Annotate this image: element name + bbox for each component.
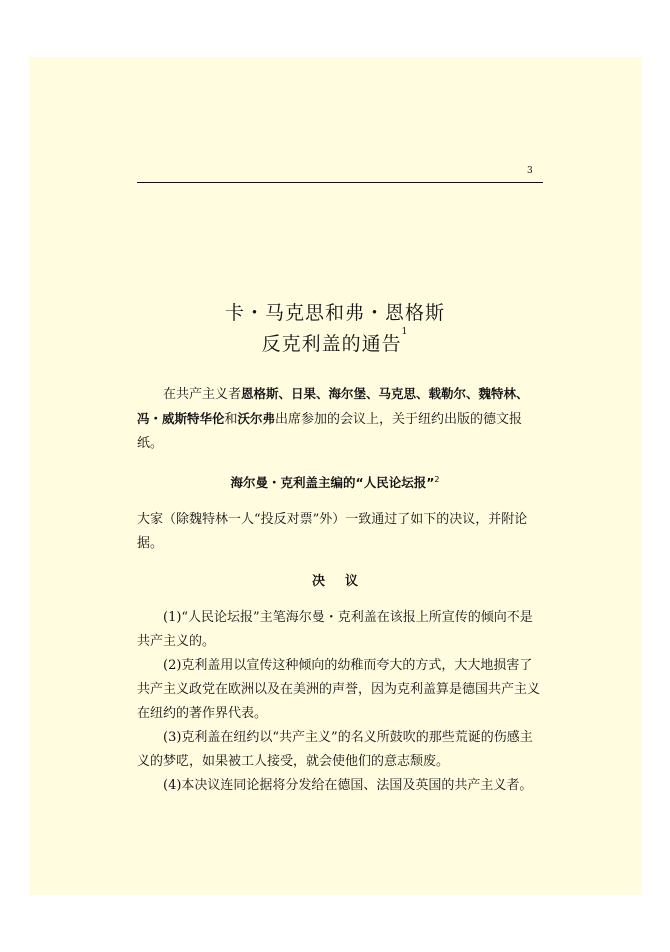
resolution-heading: 决议 (311, 574, 378, 589)
subtitle-text: 海尔曼・克利盖主编的“人民论坛报” (230, 475, 435, 490)
subtitle-footnote-marker: 2 (434, 474, 440, 484)
resolution-item-2: (2)克利盖用以宣传这种倾向的幼稚而夸大的方式，大大地损害了共产主义政党在欧洲以及在美洲的声誉，因为克利盖算是德国共产主义在纽约的著作界代表。 (137, 658, 541, 721)
intro-and: 和 (224, 412, 238, 427)
header-rule (137, 182, 543, 183)
subtitle (0, 473, 670, 491)
title-footnote-marker: 1 (401, 327, 409, 337)
vote-paragraph: 大家（除魏特林一人“投反对票”外）一致通过了如下的决议，并附论据。 (137, 512, 528, 551)
resolution-item-3: (3)克利盖在纽约以“共产主义”的名义所鼓吹的那些荒诞的伤感主义的梦呓，如果被工人接受，就会使他们的意志颓废。 (137, 730, 533, 769)
page-number: 3 (527, 166, 533, 176)
intro-names-2: 沃尔弗 (237, 411, 276, 426)
intro-paragraph (137, 382, 543, 456)
intro-part-2: 出席参加的会议上，关于纽约出版的德文报纸。 (137, 412, 523, 451)
resolution-item-4: (4)本决议连同论据将分发给在德国、法国及英国的共产主义者。 (163, 778, 533, 793)
intro-names-1: 恩格斯、日果、海尔堡、马克思、载勒尔、魏特林、冯・威斯特华伦 (137, 386, 529, 426)
resolution-item-1: (1)“人民论坛报”主笔海尔曼・克利盖在该报上所宣传的倾向不是共产主义的。 (137, 610, 533, 649)
title-line-1: 卡・马克思和弗・恩格斯 (224, 302, 445, 324)
title-line-2 (0, 329, 670, 356)
intro-part-1: 在共产主义者 (163, 387, 242, 402)
title-line-2-text: 反克利盖的通告 (261, 333, 402, 355)
